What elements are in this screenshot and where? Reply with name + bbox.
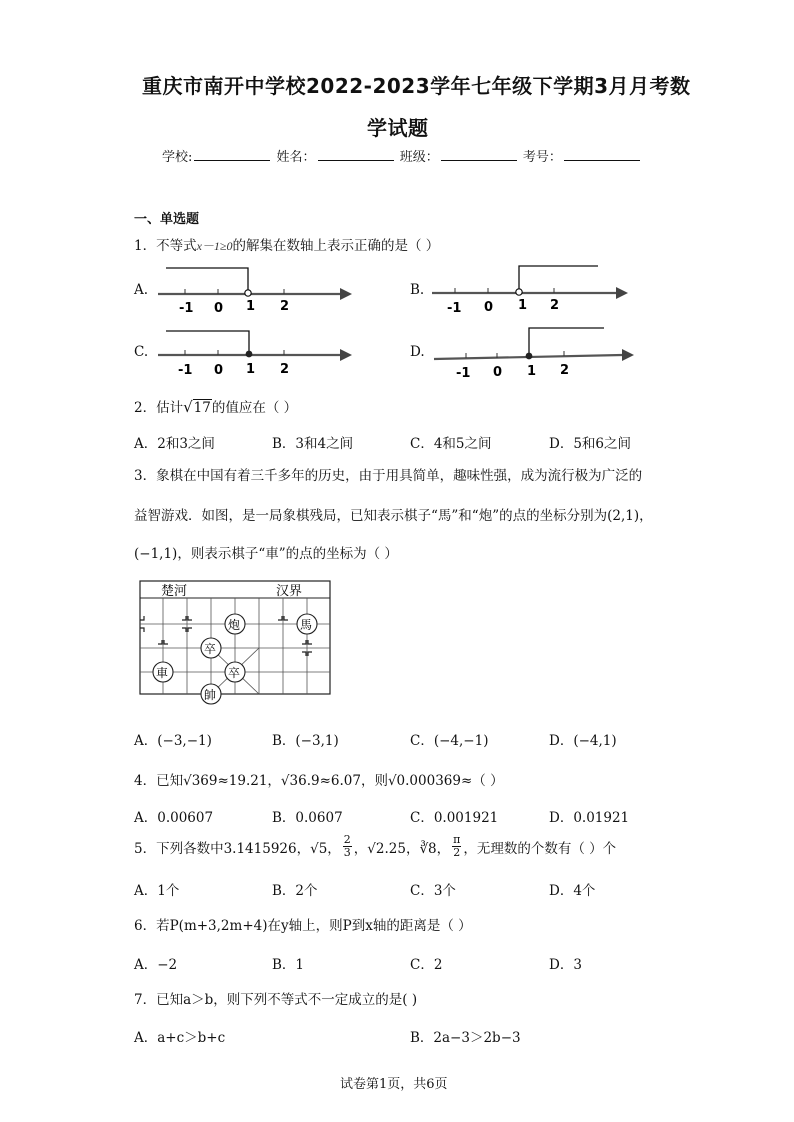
q2-text-b: 的值应在（ ） [211, 400, 298, 416]
q1-option-b-label[interactable]: B. [410, 282, 425, 298]
q4-option-c[interactable]: C．0.001921 [410, 810, 499, 826]
q3-option-a[interactable]: A．(−3,−1) [134, 733, 212, 749]
q1-option-a-label[interactable]: A. [134, 282, 149, 298]
question-3-line3: (−1,1)，则表示棋子“車”的点的坐标为（ ） [134, 546, 398, 562]
q1-inequality: x－1≥0 [196, 239, 233, 253]
tick-label: -1 [456, 366, 471, 380]
question-4: 4．已知√369≈19.21，√36.9≈6.07，则√0.000369≈（ ） [134, 773, 504, 789]
tick-label: -1 [179, 301, 194, 314]
name-blank[interactable] [318, 148, 394, 161]
page-footer: 试卷第1页，共6页 [340, 1077, 448, 1092]
board-left-label: 楚河 [161, 584, 188, 599]
piece-ju: 車 [156, 666, 169, 680]
q2-option-a[interactable]: A．2和3之间 [134, 436, 215, 452]
tick-label: 1 [527, 364, 537, 379]
q5-text-a: 5．下列各数中3.1415926，√5， [134, 840, 341, 857]
fraction-denominator: 2 [453, 846, 461, 859]
school-label: 学校: [162, 150, 193, 165]
sqrt-icon: √ [183, 398, 193, 416]
student-info-row [162, 146, 642, 165]
exam-no-label: 考号： [522, 150, 562, 165]
q5-option-a[interactable]: A．1个 [134, 883, 180, 899]
fraction [452, 834, 461, 859]
exam-no-blank[interactable] [564, 148, 640, 161]
doc-title-line1: 重庆市南开中学校2022-2023学年七年级下学期3月月考数 [142, 74, 691, 98]
q3-option-d[interactable]: D．(−4,1) [549, 733, 617, 749]
q1-option-c-numberline [150, 324, 360, 376]
class-label: 班级： [399, 150, 439, 165]
question-3-line1: 3．象棋在中国有着三千多年的历史，由于用具简单，趣味性强，成为流行极为广泛的 [134, 468, 643, 484]
q2-radicand: 17 [193, 400, 211, 416]
piece-zu: 卒 [228, 666, 241, 680]
doc-title-line2: 学试题 [367, 116, 429, 140]
q6-option-b[interactable]: B．1 [272, 957, 305, 973]
piece-ma: 馬 [300, 618, 313, 632]
q5-option-d[interactable]: D．4个 [549, 883, 596, 899]
tick-label: 2 [280, 362, 290, 376]
tick-label: 0 [493, 365, 503, 380]
q6-option-a[interactable]: A．−2 [134, 957, 178, 973]
tick-label: 2 [560, 363, 570, 378]
question-6: 6．若P(m+3,2m+4)在y轴上，则P到x轴的距离是（ ） [134, 918, 472, 934]
q1-text: 1．不等式 [134, 238, 197, 254]
q5-option-b[interactable]: B．2个 [272, 883, 318, 899]
tick-label: 0 [214, 363, 224, 376]
tick-label: 2 [280, 299, 290, 314]
board-right-label: 汉界 [276, 584, 303, 599]
fraction [343, 834, 352, 859]
school-blank[interactable] [194, 148, 270, 161]
tick-label: -1 [447, 301, 462, 314]
piece-shuai: 帥 [204, 688, 217, 702]
q3-option-b[interactable]: B．(−3,1) [272, 733, 339, 749]
q5-text-b: ，√2.25，∛8， [353, 840, 451, 857]
q2-text-a: 2．估计 [134, 400, 184, 416]
q2-option-b[interactable]: B．3和4之间 [272, 436, 354, 452]
q4-option-a[interactable]: A．0.00607 [134, 810, 214, 826]
question-3-line2: 益智游戏．如图，是一局象棋残局，已知表示棋子“馬”和“炮”的点的坐标分别为(2,1)， [134, 508, 653, 524]
q4-option-d[interactable]: D．0.01921 [549, 810, 630, 826]
q7-option-a[interactable]: A．a+c＞b+c [134, 1030, 226, 1046]
piece-zu: 卒 [204, 642, 217, 656]
class-blank[interactable] [441, 148, 517, 161]
tick-label: 0 [214, 301, 224, 314]
section-heading: 一、单选题 [134, 212, 200, 227]
fraction-numerator: 2 [343, 833, 351, 846]
q4-option-b[interactable]: B．0.0607 [272, 810, 343, 826]
q5-text-c: ，无理数的个数有（ ）个 [463, 840, 617, 857]
fraction-denominator: 3 [343, 846, 351, 859]
name-label: 姓名： [276, 150, 316, 165]
piece-pao: 炮 [228, 618, 241, 632]
q2-option-c[interactable]: C．4和5之间 [410, 436, 492, 452]
question-1 [134, 234, 439, 254]
chess-board-figure [137, 578, 337, 706]
q6-option-d[interactable]: D．3 [549, 957, 582, 973]
q1-option-a-numberline [150, 262, 360, 314]
tick-label: 2 [550, 298, 560, 313]
question-7: 7．已知a＞b，则下列不等式不一定成立的是( ) [134, 992, 418, 1008]
q1-option-c-label[interactable]: C. [134, 344, 149, 360]
q1-option-d-label[interactable]: D. [410, 344, 425, 360]
q7-option-b[interactable]: B．2a−3＞2b−3 [410, 1030, 521, 1046]
q3-option-c[interactable]: C．(−4,−1) [410, 733, 489, 749]
tick-label: 1 [246, 299, 256, 314]
tick-label: 1 [246, 362, 256, 376]
q2-option-d[interactable]: D．5和6之间 [549, 436, 632, 452]
question-2 [134, 396, 297, 416]
question-5 [134, 834, 616, 859]
tick-label: -1 [178, 363, 193, 376]
q1-option-d-numberline [426, 322, 641, 380]
tick-label: 0 [484, 300, 494, 314]
q6-option-c[interactable]: C．2 [410, 957, 443, 973]
q1-rest: 的解集在数轴上表示正确的是（ ） [232, 238, 440, 254]
fraction-numerator: π [453, 833, 461, 846]
tick-label: 1 [518, 298, 528, 313]
q5-option-c[interactable]: C．3个 [410, 883, 456, 899]
q1-option-b-numberline [426, 262, 636, 314]
